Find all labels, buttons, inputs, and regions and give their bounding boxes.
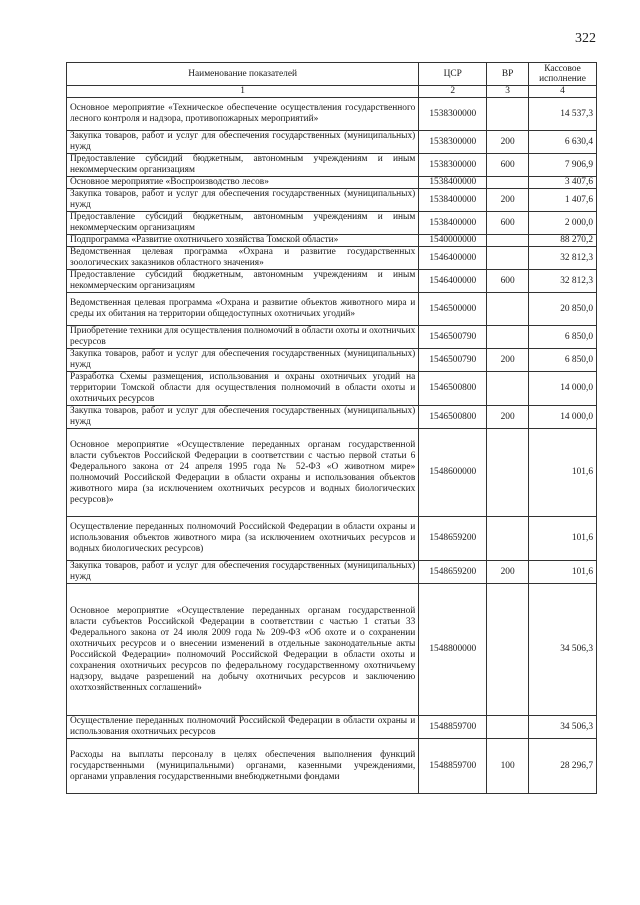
row-name-cell: Ведомственная целевая программа «Охрана и развитие государственных зоологических заказников областного значения» [67,247,419,270]
budget-execution-table [66,62,597,794]
column-number: 1 [67,86,419,98]
row-vr-cell: 100 [487,739,529,794]
row-sum-cell: 14 000,0 [529,372,597,406]
row-csr-cell: 1548659200 [419,561,487,584]
table-row [67,235,597,247]
row-csr-cell: 1548859700 [419,739,487,794]
table-row [67,326,597,349]
row-vr-cell: 600 [487,154,529,177]
table-row [67,270,597,293]
row-vr-cell [487,293,529,326]
row-csr-cell: 1538300000 [419,131,487,154]
row-sum-cell: 6 630,4 [529,131,597,154]
row-csr-cell: 1546400000 [419,247,487,270]
row-sum-cell: 7 906,9 [529,154,597,177]
row-csr-cell: 1538400000 [419,189,487,212]
row-sum-cell: 20 850,0 [529,293,597,326]
row-name-cell: Закупка товаров, работ и услуг для обеспечения государственных (муниципальных) нужд [67,131,419,154]
row-csr-cell: 1548659200 [419,517,487,561]
row-sum-cell: 32 812,3 [529,270,597,293]
row-csr-cell: 1546500800 [419,406,487,429]
row-vr-cell [487,326,529,349]
table-body [67,98,597,794]
row-sum-cell: 3 407,6 [529,177,597,189]
table-row [67,349,597,372]
row-name-cell: Ведомственная целевая программа «Охрана и развитие объектов животного мира и среды их обитания на территории общедоступных охотничьих угодий» [67,293,419,326]
row-name-cell: Расходы на выплаты персоналу в целях обеспечения выполнения функций государственными (муниципальными) органами, казенными учреждениями, органами управления государственными внебюджетными фондами [67,739,419,794]
row-name-cell: Подпрограмма «Развитие охотничьего хозяйства Томской области» [67,235,419,247]
row-name-cell: Основное мероприятие «Техническое обеспечение осуществления государственного лесного контроля и надзора, противопожарных мероприятий» [67,98,419,131]
table-row [67,247,597,270]
row-sum-cell: 6 850,0 [529,349,597,372]
row-vr-cell: 200 [487,189,529,212]
table-row [67,372,597,406]
row-vr-cell: 600 [487,212,529,235]
row-vr-cell [487,584,529,716]
row-vr-cell: 200 [487,406,529,429]
row-csr-cell: 1546500000 [419,293,487,326]
page-number: 322 [575,31,596,46]
row-name-cell: Основное мероприятие «Осуществление переданных органам государственной власти субъектов Российской Федерации в соответствии с частью 1 статьи 33 Федерального закона от 24 июля 2009 года № 209-ФЗ «Об охоте и о сохранении охотничьих ресурсов и о внесении изменений в отдельные законодательные акты Российской Федерации» полномочий Российской Федерации в области охоты и сохранения охотничьих ресурсов по федеральному государственному охотничьему надзору, выдаче разрешений на добычу охотничьих ресурсов и заключению охотхозяйственных соглашений» [67,584,419,716]
row-sum-cell: 14 537,3 [529,98,597,131]
table-row [67,131,597,154]
table-row [67,293,597,326]
row-name-cell: Предоставление субсидий бюджетным, автономным учреждениям и иным некоммерческим организациям [67,212,419,235]
row-name-cell: Закупка товаров, работ и услуг для обеспечения государственных (муниципальных) нужд [67,561,419,584]
row-vr-cell [487,372,529,406]
row-vr-cell [487,716,529,739]
row-vr-cell: 200 [487,131,529,154]
row-name-cell: Осуществление переданных полномочий Российской Федерации в области охраны и использования объектов животного мира (за исключением охотничьих ресурсов и водных биологических ресурсов) [67,517,419,561]
row-csr-cell: 1538300000 [419,154,487,177]
row-sum-cell: 32 812,3 [529,247,597,270]
row-csr-cell: 1540000000 [419,235,487,247]
row-name-cell: Осуществление переданных полномочий Российской Федерации в области охраны и использования охотничьих ресурсов [67,716,419,739]
table-row [67,154,597,177]
row-sum-cell: 1 407,6 [529,189,597,212]
row-name-cell: Приобретение техники для осуществления полномочий в области охоты и охотничьих ресурсов [67,326,419,349]
table-row [67,429,597,517]
table-row [67,177,597,189]
row-sum-cell: 14 000,0 [529,406,597,429]
row-name-cell: Закупка товаров, работ и услуг для обеспечения государственных (муниципальных) нужд [67,349,419,372]
row-vr-cell [487,235,529,247]
row-csr-cell: 1538400000 [419,177,487,189]
row-vr-cell: 200 [487,349,529,372]
row-name-cell: Разработка Схемы размещения, использования и охраны охотничьих угодий на территории Томской области для осуществления полномочий в области охоты и охотничьих ресурсов [67,372,419,406]
column-number: 2 [419,86,487,98]
row-csr-cell: 1546500800 [419,372,487,406]
row-csr-cell: 1548859700 [419,716,487,739]
column-number: 4 [529,86,597,98]
table-row [67,212,597,235]
column-number-row [67,86,597,98]
row-name-cell: Закупка товаров, работ и услуг для обеспечения государственных (муниципальных) нужд [67,406,419,429]
row-csr-cell: 1548600000 [419,429,487,517]
row-name-cell: Основное мероприятие «Воспроизводство лесов» [67,177,419,189]
table-row [67,584,597,716]
row-vr-cell [487,517,529,561]
row-csr-cell: 1538400000 [419,212,487,235]
row-sum-cell: 28 296,7 [529,739,597,794]
row-csr-cell: 1546500790 [419,326,487,349]
table-row [67,517,597,561]
row-sum-cell: 101,6 [529,429,597,517]
column-number: 3 [487,86,529,98]
row-name-cell: Предоставление субсидий бюджетным, автономным учреждениям и иным некоммерческим организациям [67,154,419,177]
header-row [67,63,597,86]
table-row [67,406,597,429]
row-sum-cell: 34 506,3 [529,716,597,739]
table-row [67,98,597,131]
row-sum-cell: 88 270,2 [529,235,597,247]
row-csr-cell: 1538300000 [419,98,487,131]
row-sum-cell: 101,6 [529,517,597,561]
row-vr-cell: 600 [487,270,529,293]
header-vr: ВР [487,63,529,86]
row-vr-cell [487,177,529,189]
table-row [67,716,597,739]
row-vr-cell: 200 [487,561,529,584]
row-csr-cell: 1546400000 [419,270,487,293]
table-row [67,739,597,794]
header-csr: ЦСР [419,63,487,86]
row-name-cell: Предоставление субсидий бюджетным, автономным учреждениям и иным некоммерческим организациям [67,270,419,293]
row-csr-cell: 1548800000 [419,584,487,716]
header-name: Наименование показателей [67,63,419,86]
table-row [67,561,597,584]
row-sum-cell: 6 850,0 [529,326,597,349]
row-csr-cell: 1546500790 [419,349,487,372]
row-vr-cell [487,429,529,517]
header-sum: Кассовое исполнение [529,63,597,86]
row-vr-cell [487,247,529,270]
row-name-cell: Основное мероприятие «Осуществление переданных органам государственной власти субъектов Российской Федерации в соответствии с частью первой статьи 6 Федерального закона от 24 апреля 1995 года № 52-ФЗ «О животном мире» полномочий Российской Федерации в области охраны и использования объектов животного мира (за исключением охотничьих ресурсов и водных биологических ресурсов)» [67,429,419,517]
row-vr-cell [487,98,529,131]
row-sum-cell: 101,6 [529,561,597,584]
row-sum-cell: 2 000,0 [529,212,597,235]
table-row [67,189,597,212]
row-sum-cell: 34 506,3 [529,584,597,716]
row-name-cell: Закупка товаров, работ и услуг для обеспечения государственных (муниципальных) нужд [67,189,419,212]
